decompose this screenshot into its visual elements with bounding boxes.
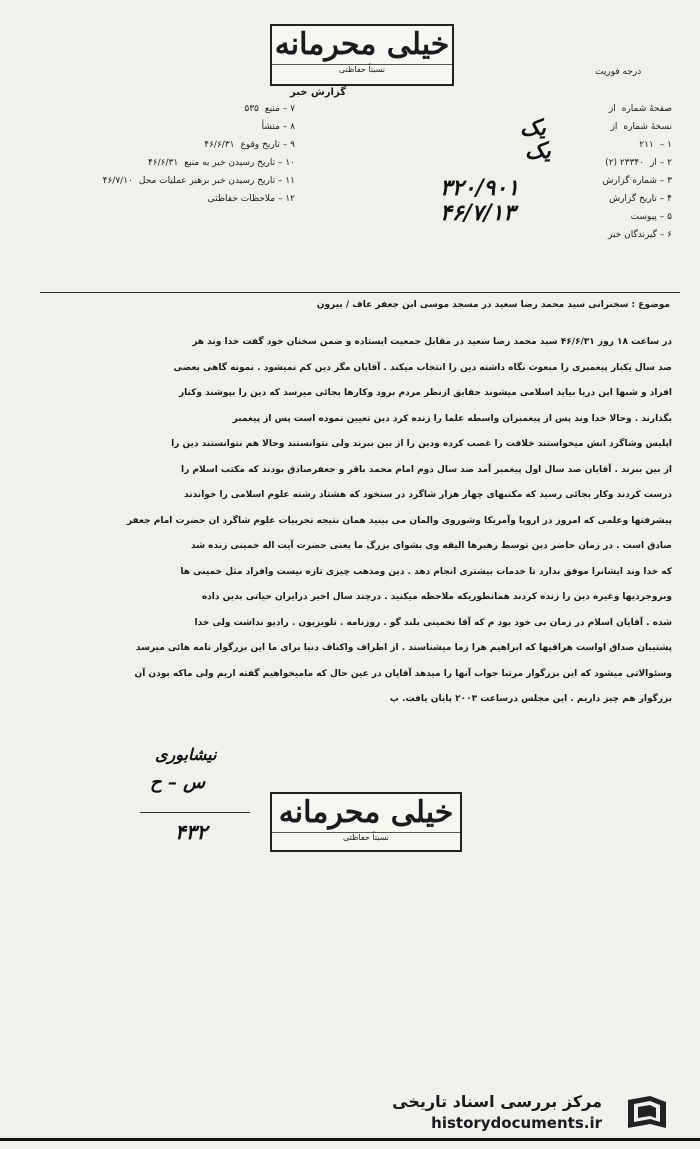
body-line: افراد و شبها این دریا بیاید اسلامی میشوند حقایق ازنظر مردم برود وکارها بجائی میرسد که دین را بپوشند وکنار	[178, 388, 672, 398]
stamp-bottom-subtext: نسبتاً حفاظتی	[272, 832, 460, 843]
field-label: ۴ – تاریخ گزارش	[609, 194, 672, 204]
divider-line	[40, 292, 680, 293]
field-row	[40, 100, 295, 118]
field-value: ۲۳۳۴۰ (۲)	[605, 158, 645, 168]
body-line: درست کردند وکار بجائی رسید که مکتبهای چهار هزار شاگرد در سنخود که هشتاد رشته علوم اسلامی را خواندند	[184, 490, 672, 500]
header-fields-left	[40, 100, 295, 208]
body-line: صادق است . در زمان حاضر دین توسط رهبرها الیقه وی بشوای بزرگ ما یعنی حضرت آیت اله خمینی زنده شد	[191, 541, 672, 551]
body-line: از بین ببرند . آقایان صد سال اول پیغمبر آمد صد سال دوم امام محمد باقر و جعفرصادق بودند که مکتب اسلام را	[181, 464, 672, 475]
archive-logo-icon	[622, 1092, 672, 1134]
field-row	[40, 172, 295, 190]
body-line: شده . آقایان اسلام در زمان بی خود بود م که آقا نخمینی بلند گو . روزنامه . تلویزیون . رادیو نداشت ولی خدا	[194, 617, 672, 628]
body-line: صد سال یکبار پیغمبری را مبعوث نگاه داشته دین را انتخاب میکند . آقایان مگر دین کم نمیشود . نمونه گاهی بعضی	[173, 362, 672, 373]
field-label: ۱ –	[659, 140, 672, 150]
field-label: ۹ – تاریخ وقوع	[240, 140, 295, 150]
handwritten-report-number: ۳۲۰/۹۰۱	[440, 175, 519, 201]
body-line: که خدا وند ایشانرا موفق بدارد تا خدمات بیشتری انجام دهد . دین ومذهب چیزی تازه نیست وافراد مثل خمینی ها	[180, 566, 672, 577]
stamp-bottom-text: خیلی محرمانه	[278, 795, 454, 830]
field-label: ۱۱ – تاریخ رسیدن خبر برهبر عملیات محل	[138, 176, 295, 186]
handwritten-copy-number: یک	[525, 138, 551, 164]
footer-rule	[0, 1138, 700, 1141]
field-value: ۵۳۵	[244, 104, 259, 114]
body-line: پشتیبان صداق اواست هراقیها که ابراهیم هرا زما میشناسند . از اطراف واکناف دنیا برای ما این بزرگوار نامه هائی میرسد	[135, 643, 672, 653]
stamp-top-text: خیلی محرمانه	[274, 27, 450, 62]
handwritten-report-date: ۴۶/۷/۱۳	[440, 200, 516, 226]
signature-rule	[140, 812, 250, 813]
field-label: ۶ – گیرندگان خبر	[607, 230, 672, 240]
signature-name: نیشابوری	[155, 745, 217, 764]
field-label: ۱۲ – ملاحظات حفاظتی	[207, 194, 295, 204]
body-line: وبروجردیها وغیره دین را زنده کردند همانطوریکه ملاحظه میکنید . درچند سال اخیر درایران حیاتی بدین داده	[201, 592, 672, 602]
classification-stamp-top	[270, 24, 454, 86]
archive-website: historydocuments.ir	[431, 1114, 602, 1132]
field-value: از	[608, 104, 616, 114]
field-label: ۸ – منشأ	[261, 122, 295, 132]
handwritten-page-number: یک	[520, 115, 546, 141]
archive-name: مرکز بررسی اسناد تاریخی	[392, 1092, 602, 1111]
subject-line: موضوع : سخنرانی سید محمد رضا سعید در مسجد موسی ابن جعفر عاف / بیرون	[316, 300, 670, 310]
body-line: بزرگوار هم چیز داریم . این مجلس درساعت ۲۰۰۳ پایان یافت. پ	[389, 694, 672, 704]
report-body	[32, 330, 672, 713]
field-row	[40, 118, 295, 136]
field-value: ۲۱۱	[639, 140, 654, 150]
signature-initials: س – ح	[150, 772, 206, 793]
field-value: ۴۶/۶/۳۱	[147, 158, 179, 168]
field-label: ۵ – پیوست	[630, 212, 672, 222]
signature-number: ۴۳۲	[175, 820, 208, 844]
field-label: ۲ – از	[650, 158, 672, 168]
field-label: ۱۰ – تاریخ رسیدن خبر به منبع	[184, 158, 295, 168]
field-row	[40, 190, 295, 208]
field-label: ۳ – شماره گزارش	[602, 176, 672, 186]
body-line: ابلیس وشاگرد انش میخواستند خلافت را غصب کرده ودین را از بین ببرند ولی نتوانستند وحالا هم نتوانستند دین را	[171, 439, 672, 449]
field-value: از	[610, 122, 618, 132]
body-line: وسئوالاتی میشود که این بزرگوار مرتبا جواب آنها را میدهد آقایان در عین حال که مامیخواهیم گفته اریم ولی ماکه بودن آن	[134, 668, 672, 679]
field-label: صفحهٔ شماره	[621, 104, 672, 114]
priority-label: درجه فوریت	[595, 67, 642, 77]
field-value: ۴۶/۶/۳۱	[204, 140, 235, 150]
field-row	[412, 226, 672, 244]
field-label: نسخهٔ شماره	[623, 122, 672, 132]
body-line: بگذارند . وحالا خدا وند پس از پیغمبران واسطه علما را زنده کرد دین تعیین نموده است پس از پیغمبر	[232, 413, 672, 424]
field-row	[40, 154, 295, 172]
stamp-top-subtext: نسبتاً حفاظتی	[272, 64, 452, 75]
field-row	[40, 136, 295, 154]
field-value: ۴۶/۷/۱۰	[102, 176, 133, 186]
archive-watermark	[392, 1088, 682, 1140]
report-title: گزارش خبر	[290, 87, 347, 98]
classification-stamp-bottom	[270, 792, 462, 852]
body-line: در ساعت ۱۸ روز ۴۶/۶/۳۱ سید محمد رضا سعید در مقابل جمعیت ایستاده و ضمن سخنان خود گفت خدا وند هر	[192, 337, 672, 347]
body-line: پیشرفتها وعلمی که امروز در اروپا وآمریکا وشوروی والمان می بینید همان نتیجه تجربیات علوم شاگرد ان حضرت امام جعفر	[126, 515, 672, 526]
field-label: ۷ – منبع	[264, 104, 295, 114]
